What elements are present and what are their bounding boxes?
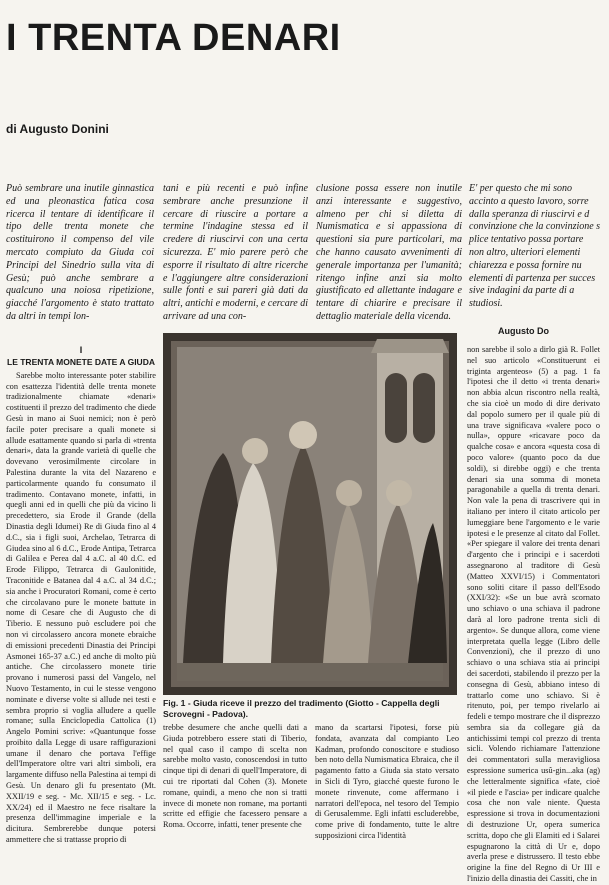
body-text-middle-1: trebbe desumere che anche quelli dati a Giuda potrebbero essere stati di Tiberio, nel qual caso il campo di scelta non sarebbe molto vasto, conoscendosi in tutto cinque tipi di denari di quell'Imperatore, di cui tre riportati dal Cohen (3). Monete romane, quindi, a meno che non si tratti invece di monete non romane, ma portanti scritte ed effigie che facessero pensare a Roma. Occorre, infatti, tener presente che xyxy=(163,723,307,830)
author-signature: Augusto Do xyxy=(498,326,549,336)
section-heading: LE TRENTA MONETE DATE A GIUDA xyxy=(7,356,155,367)
section-number: I xyxy=(79,345,83,355)
intro-column-4: E' per questo che mi sono accinto a questo lavoro, sorre dalla speranza di riuscirvi e d convinzione che la convinzione s plice tentativo possa portare non altro, ulteriori elementi chiarezza e possa fornire nu elementi di partenza per succes sive indagini da parte di a studiosi. xyxy=(469,183,601,310)
body-text-right: non sarebbe il solo a dirlo già R. Follet nel suo articolo «Constituerunt ei triginta argenteos» (5) a pag. 1 fa l'ipotesi che il detto «i trenta denari» non abbia alcun riscontro nella realtà, che sia cioè un modo di dire derivato dal popolo sumero per il quale più di una trave significava «valere poco o nulla», oppure «ricavare poco da qualche cosa» e ancora «questa cosa di poco valore» (quanto poco da due soldi), si direbbe oggi) e che trenta denari sia una somma di moneta paragonabile a quella di trenta denari. Non vale la pena di trascrivere qui in italiano per intero il citato articolo per lumeggiare bene l'argomento e le varie ipotesi e le presenze al citato dal Follet. «Per spiegare il valore dei trenta denari d'argento che i principi e i sacerdoti assegnarono al traditore di Gesù (Matteo XXVI/15) i Commentatori sono soliti citare il passo dell'Esodo (XXI/32): «Se un bue avrà scornato uno schiavo o una schiava il padrone darà al loro padrone trenta sicli di argento». Se dunque allora, come viene interpretata quella legge (Libro delle Convenzioni), che il prezzo di uno schiavo o una schiava stia ai principi dei sacerdoti, stabilendo il prezzo per la consegna di Gesù, abbiano inteso di trattarlo come uno schiavo. Si è ritenuto, poi, per tempo rivelarlo ai fedeli e tempo mostrare che il disprezzo sembra sia da collegare già da antichissimi tempi col prezzo di trenta sicli. Volendo richiamare l'attenzione dei commentatori sulla meravigliosa espressione sumerica usû-gin...aka (ag) che letteralmente significa «fate, cioè «il piede e l'ascia» per indicare qualche cosa che non vale niente. Questa espressione si trova in documentazioni di destruzione Ur, opera sumerica scritta, dopo che gli Elamiti ed i Salarei espugnarono la città di Ur e, dopo averla prese e distrussero. Il testo ebbe origine la fine del Regno di Ur III e l'inizio della dinastia dei Cassiti, che in xyxy=(467,345,600,884)
body-column-middle-1 xyxy=(163,723,307,832)
intro-column-3: clusione possa essere non inutile anzi interessante e suggestivo, almeno per chi si diletta di Numismatica e si appassiona di questioni sia pure particolari, ma che hanno causato avvenimenti di generale importanza per l'umanità; ritengo infine anzi sia molto giustificato ed allettante indagare e tentare di chiarire e precisare il dettaglio materiale della vicenda. xyxy=(316,183,462,322)
body-text-middle-2: mano da scartarsi l'ipotesi, forse più fondata, avanzata dal compianto Leo Kadman, profondo conoscitore e studioso ben noto della Numismatica Ebraica, che il pagamento fatto a Giuda sia stato versato in Sicli di Tyro, giacché queste furono le monete rinvenute, come affermano i narratori dell'epoca, nel tesoro del Tempio di Gerusalemme. Egli infatti escluderebbe, come prive di fondamento, tutte le altre supposizioni circa l'identità xyxy=(315,723,459,840)
fresco-photo xyxy=(163,333,457,695)
article-byline: di Augusto Donini xyxy=(6,122,109,136)
body-text-left: Sarebbe molto interessante poter stabilire con esattezza l'identità delle trenta monete tradizionalmente chiamate «denari» costituenti il prezzo del tradimento che diede Gesù in mano ai Suoi nemici; non è però facile poter precisare a quali monete si allude esattamente quando si parla di «trenta denari», data la grande varietà di quelle che dovevano verosimilmente circolare in Palestina durante la vita del Nazareno e particolarmente quando fu consumato il tradimento. Contavano monete, infatti, in quegli anni ed in quelli che più da vicino li precedettero, sia Erode il Grande (della Dinastia degli Idumei) Re di Giuda fino al 4 d.C., sia i figli suoi, Archelao, Tetrarca di Giudea sino al 6 d.C., Erode Antipa, Tetrarca di Galilea e Perea dal 4 a.C. al 40 d.C. ed Erode Filippo, Tetrarca di Gaulonitide, Traconitide e Batanea dal 4 a.C. al 34 d.C.; sia anche i Procuratori Romani, come è certo che circolavano pure le monete battute in nome di Cesare che di Augusto che di Tiberio. E nessuno può escludere poi che non vi circolassero ancora monete ebraiche di emissioni precedenti Dinastia dei Principi Asmonei 165-37 a.C.) ed anche di molto più antiche. Che circolassero monete tirie provano i numerosi passi del Vangelo, nel Nuovo Testamento, in cui le stesse vengono nominate e diverse volte si allude nei testi e sembra proprio si voglia alludere a quelle romane; sulla Enciclopedia Cattolica (1) Angelo Pomini scrive: «Quantunque fosse proibito dalla Legge di usare raffigurazioni umane il denaro che portava l'effige dell'Imperatore oltre vari altri simboli, era largamente diffuso nella Palestina ai tempi di Gesù. Un denaro gli fu presentato (Mt. XXII/19 e seg. - Mc. XII/15 e seg. - Lc. XX/24) ed il Maestro ne fece risaltare la presenza dell'immagine imperiale e la dicitura. Sembrerebbe dunque potersi ammettere che si trattasse proprio di xyxy=(6,370,156,845)
intro-column-1: Può sembrare una inutile ginnastica ed una pleonastica fatica cosa ricerca il tentare di identificare il tipo delle trenta monete che costituirono il compenso del vile mercato compiuto da Giuda coi Principi del Sinedrio sulla vita di Gesù; può anche sembrare a qualcuno una noiosa ripetizione, giacché l'argomento è stato trattato da altri in tempi lon- xyxy=(6,183,154,322)
body-column-left xyxy=(6,345,156,845)
article-title: I TRENTA DENARI xyxy=(6,17,341,59)
body-column-middle-2 xyxy=(315,723,459,840)
intro-column-2: tani e più recenti e può infine sembrare anche presunzione il cercare di riuscire a portare a termine l'indagine stessa ed il credere di riuscirvi con una certa sicurezza. E' mio parere però che esporre il risultato di altre ricerche e l'aggiungere altre considerazioni sulle fonti e sui pareri già dati da altri, antichi e moderni, e cercare di arrivare ad una con- xyxy=(163,183,308,322)
fresco-illustration xyxy=(163,333,457,695)
body-column-right xyxy=(467,345,600,884)
figure-caption: Fig. 1 - Giuda riceve il prezzo del tradimento (Giotto - Cappella degli Scrovegni - Padova). xyxy=(163,698,440,719)
